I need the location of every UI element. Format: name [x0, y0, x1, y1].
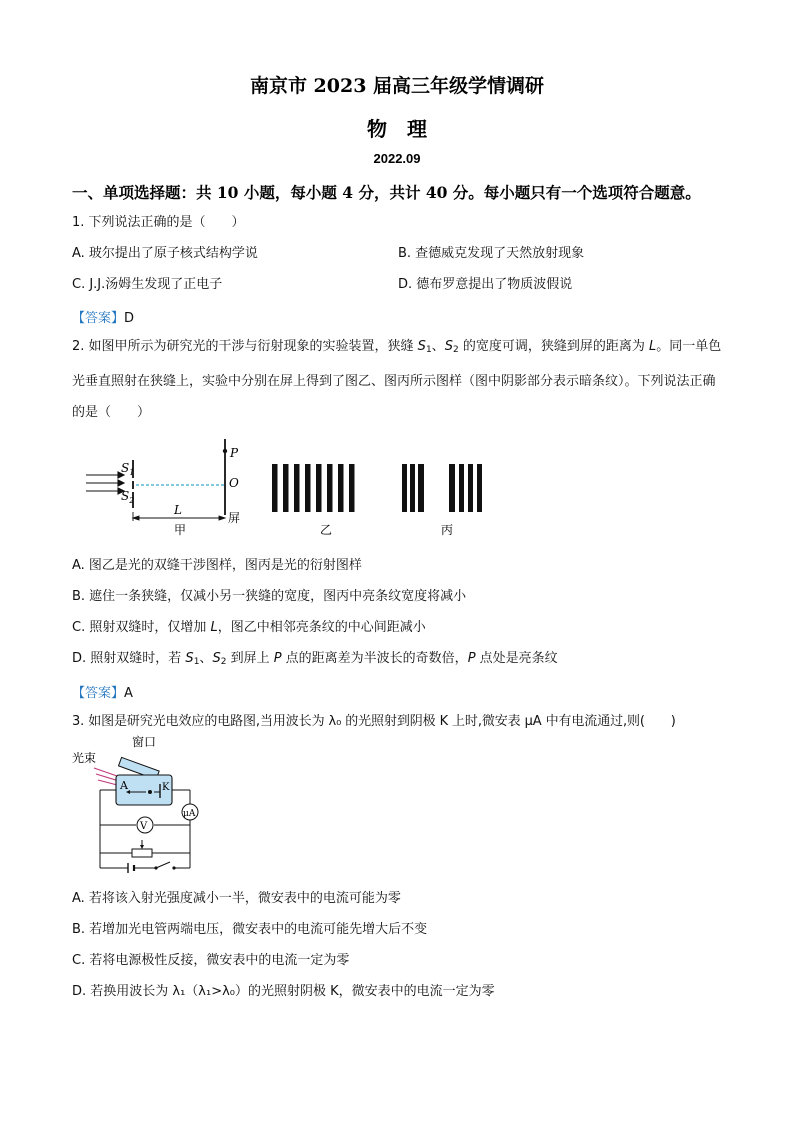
option-text: C. 照射双缝时，仅增加 [72, 620, 211, 635]
screen-label: 屏 [228, 511, 241, 525]
fig-jia-label: 甲 [174, 523, 187, 537]
option-text: 点处是亮条纹 [475, 651, 558, 666]
incident-light-arrows [86, 472, 124, 494]
s2-subscript: 2 [452, 345, 459, 355]
q3-option-b: B. 若增加光电管两端电压，微安表中的电流可能先增大后不变 [72, 922, 428, 937]
exam-title: 南京市 2023 届高三年级学情调研 [249, 75, 545, 97]
fig-yi-label: 乙 [320, 523, 333, 537]
switch-pivot [154, 866, 157, 869]
exam-date: 2022.09 [373, 151, 421, 166]
q3-circuit-figure [70, 734, 210, 876]
switch-contact [172, 866, 175, 869]
s1-subscript: 1 [193, 657, 200, 667]
microammeter-label: μA [183, 809, 196, 819]
q1-option-b: B. 查德威克发现了天然放射现象 [398, 246, 585, 261]
beam-label: 光束 [72, 751, 97, 765]
q1-option-d: D. 德布罗意提出了物质波假说 [398, 277, 573, 292]
s2-subscript: 2 [220, 657, 227, 667]
s1-label: $S_1$ [121, 461, 135, 477]
q2-option-d [72, 650, 558, 671]
q2-stem-part: 。同一单色光垂直照射在狭缝上，实验中分别在屏上得到了图乙、图丙所示图样（图中阴影部分表示暗条纹）。下列说法正确的是（ ） [72, 339, 722, 420]
s2-symbol: S [444, 339, 453, 354]
s2-label: $S_2$ [121, 489, 135, 505]
q2-option-c [72, 619, 426, 637]
separator: 、 [199, 651, 213, 666]
q3-stem: 3. 如图是研究光电效应的电路图,当用波长为 λ₀ 的光照射到阴极 K 上时,微安表 μA 中有电流通过,则( ) [72, 714, 676, 729]
l-symbol: L [210, 620, 218, 635]
fig-bing-label: 丙 [441, 523, 454, 537]
q3-option-c: C. 若将电源极性反接，微安表中的电流一定为零 [72, 953, 350, 968]
pattern-yi [272, 464, 355, 512]
p-symbol: P [467, 651, 476, 666]
q1-answer [72, 307, 134, 326]
section-heading: 一、单项选择题：共 10 小题，每小题 4 分，共计 40 分。每小题只有一个选项符合题意。 [72, 183, 701, 202]
option-text: ，图乙中相邻亮条纹的中心间距减小 [217, 620, 426, 635]
cathode-label: K [162, 782, 170, 793]
o-label: O [229, 476, 239, 490]
separator: 、 [431, 339, 445, 354]
s1-symbol: S [417, 339, 426, 354]
phototube [116, 757, 172, 805]
anode-label: A [120, 779, 128, 792]
q1-option-c: C. J.J.汤姆生发现了正电子 [72, 277, 223, 292]
option-text: 到屏上 [226, 651, 274, 666]
q3-option-a: A. 若将该入射光强度减小一半，微安表中的电流可能为零 [72, 891, 401, 906]
point-p [223, 449, 227, 453]
q2-stem-part: 的宽度可调，狭缝到屏的距离为 [458, 339, 649, 354]
s1-symbol: S [185, 651, 194, 666]
q2-option-a: A. 图乙是光的双缝干涉图样，图丙是光的衍射图样 [72, 558, 362, 573]
answer-tag: 【答案】 [72, 686, 125, 701]
q2-answer [72, 682, 133, 701]
q2-stem [72, 331, 722, 428]
answer-tag: 【答案】 [72, 311, 125, 326]
q2-figure [84, 437, 504, 542]
window-label: 窗口 [132, 735, 157, 749]
answer-value: D [124, 311, 135, 326]
option-text: 点的距离差为半波长的奇数倍， [281, 651, 468, 666]
rheostat [132, 849, 152, 857]
q2-option-b: B. 遮住一条狭缝，仅减小另一狭缝的宽度，图丙中亮条纹宽度将减小 [72, 589, 467, 604]
s1-subscript: 1 [425, 345, 432, 355]
l-symbol: L [648, 339, 657, 354]
s2-symbol: S [212, 651, 221, 666]
voltmeter-label: V [140, 821, 148, 832]
p-symbol: P [273, 651, 282, 666]
p-label: P [230, 446, 239, 460]
answer-value: A [124, 686, 133, 701]
subject-title: 物 理 [367, 117, 427, 141]
q1-stem: 1. 下列说法正确的是（ ） [72, 215, 245, 230]
l-label: L [174, 503, 182, 517]
option-text: D. 照射双缝时，若 [72, 651, 186, 666]
pattern-bing [402, 464, 482, 512]
q3-option-d: D. 若换用波长为 λ₁（λ₁>λ₀）的光照射阴极 K，微安表中的电流一定为零 [72, 984, 495, 999]
q1-option-a: A. 玻尔提出了原子核式结构学说 [72, 246, 258, 261]
q2-stem-part: 2. 如图甲所示为研究光的干涉与衍射现象的实验装置，狭缝 [72, 339, 418, 354]
